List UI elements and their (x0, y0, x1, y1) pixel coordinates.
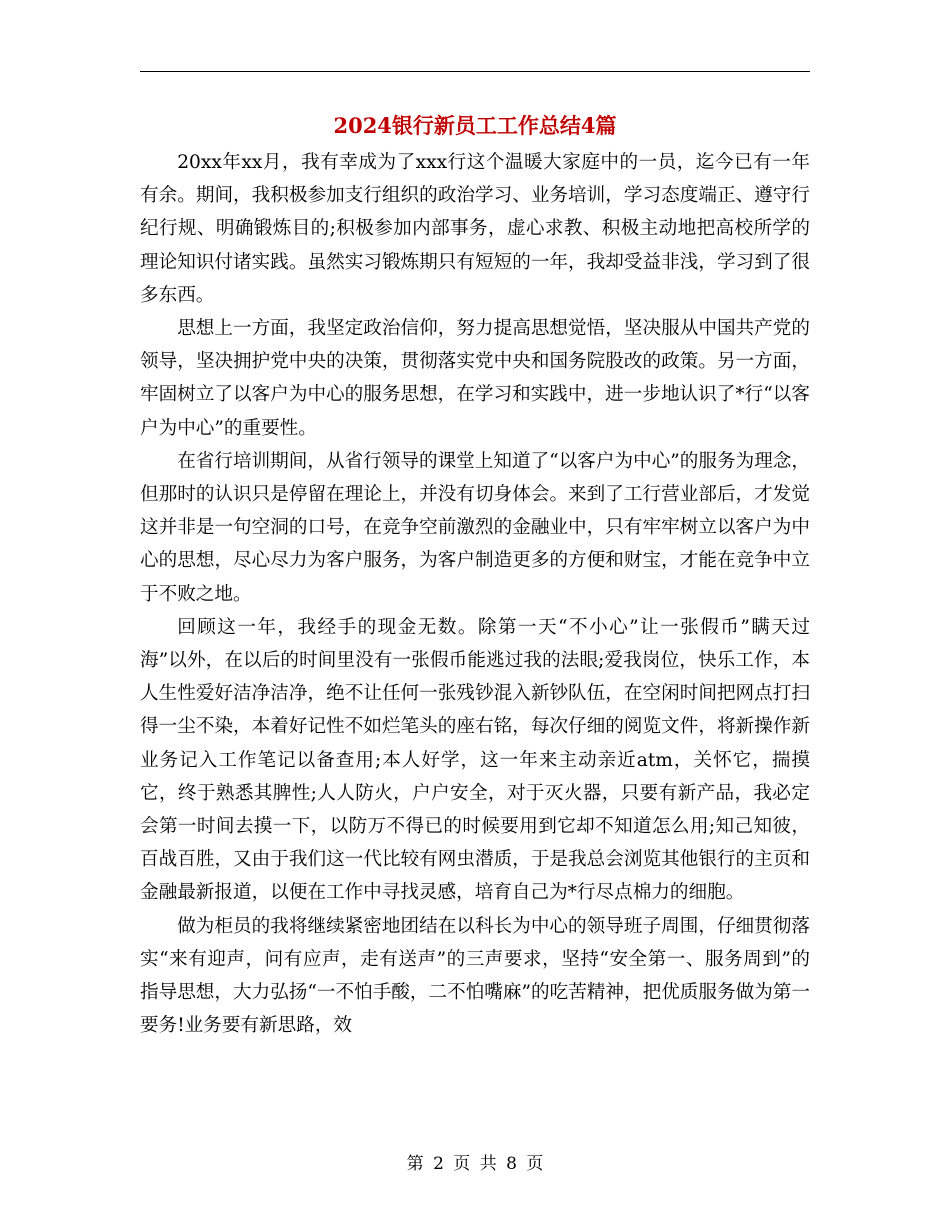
header-rule (140, 71, 810, 72)
paragraph-3: 在省行培训期间，从省行领导的课堂上知道了“以客户为中心”的服务为理念，但那时的认识只是停留在理论上，并没有切身体会。来到了工行营业部后，才发觉这并非是一句空洞的口号，在竞争空前激烈的金融业中，只有牢牢树立以客户为中心的思想，尽心尽力为客户服务，为客户制造更多的方便和财宝，才能在竞争中立于不败之地。 (140, 450, 810, 605)
paragraph-2: 思想上一方面，我坚定政治信仰，努力提高思想觉悟，坚决服从中国共产党的领导，坚决拥护党中央的决策，贯彻落实党中央和国务院股改的政策。另一方面，牢固树立了以客户为中心的服务思想，在学习和实践中，进一步地认识了*行“以客户为中心”的重要性。 (140, 318, 810, 439)
document-title: 2024银行新员工工作总结4篇 (333, 113, 617, 138)
paragraph-4: 回顾这一年，我经手的现金无数。除第一天“不小心”让一张假币”瞒天过海”以外，在以后的时间里没有一张假币能逃过我的法眼;爱我岗位，快乐工作，本人生性爱好洁净洁净，绝不让任何一张残钞混入新钞队伍，在空闲时间把网点打扫得一尘不染，本着好记性不如烂笔头的座右铭，每次仔细的阅览文件，将新操作新业务记入工作笔记以备查用;本人好学，这一年来主动亲近atm，关怀它，揣摸它，终于熟悉其脾性;人人防火，户户安全，对于灭火器，只要有新产品，我必定会第一时间去摸一下，以防万不得已的时候要用到它却不知道怎么用;知己知彼，百战百胜，又由于我们这一代比较有网虫潜质，于是我总会浏览其他银行的主页和金融最新报道，以便在工作中寻找灵感，培育自己为*行尽点棉力的细胞。 (140, 616, 810, 904)
page-number-footer: 第 2 页 共 8 页 (406, 1154, 544, 1174)
paragraph-1: 20xx年xx月，我有幸成为了xxx行这个温暖大家庭中的一员，迄今已有一年有余。期间，我积极参加支行组织的政治学习、业务培训，学习态度端正、遵守行纪行规、明确锻炼目的;积极参加内部事务，虚心求教、积极主动地把高校所学的理论知识付诸实践。虽然实习锻炼期只有短短的一年，我却受益非浅，学习到了很多东西。 (140, 152, 810, 306)
document-body (140, 146, 810, 1042)
paragraph-5: 做为柜员的我将继续紧密地团结在以科长为中心的领导班子周围，仔细贯彻落实“来有迎声，问有应声，走有送声”的三声要求，坚持“安全第一、服务周到”的指导思想，大力弘扬“一不怕手酸，二不怕嘴麻”的吃苦精神，把优质服务做为第一要务!业务要有新思路，效 (140, 915, 810, 1037)
